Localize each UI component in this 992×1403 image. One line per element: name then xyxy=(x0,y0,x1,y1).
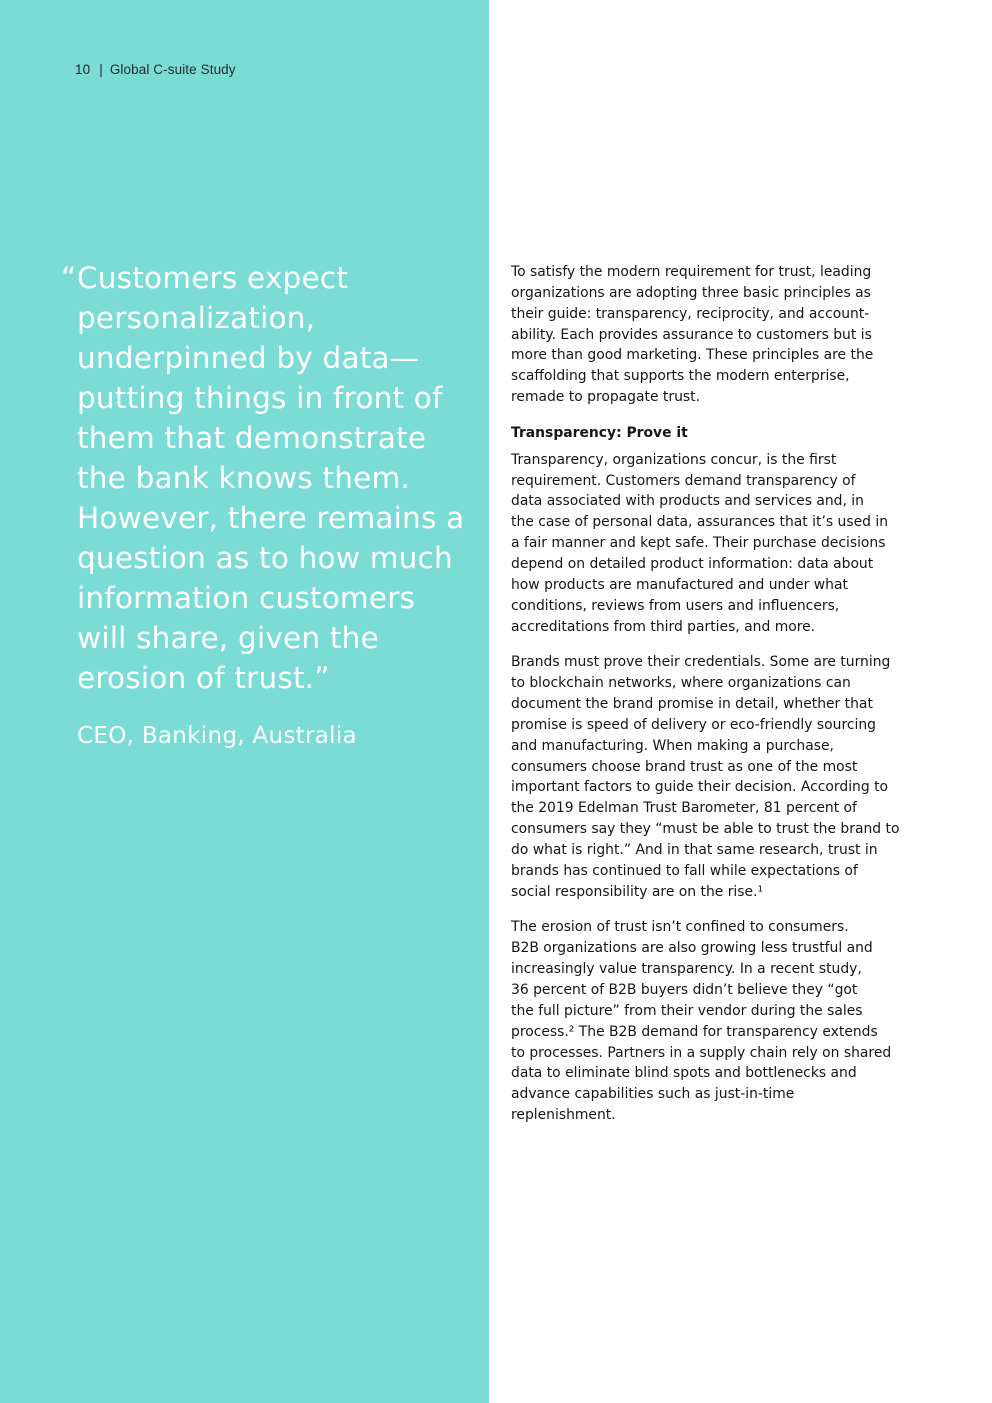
quote-line: question as to how much xyxy=(77,541,453,575)
text-line: consumers choose brand trust as one of the most xyxy=(511,758,858,775)
text-line: increasingly value transparency. In a recent study, xyxy=(511,961,862,978)
intro-paragraph xyxy=(511,262,911,408)
text-line: replenishment. xyxy=(511,1107,616,1124)
text-line: process.² The B2B demand for transparency extends xyxy=(511,1023,878,1040)
quote-line: Customers expect xyxy=(77,261,348,295)
text-line: scaffolding that supports the modern enterprise, xyxy=(511,368,850,385)
text-line: requirement. Customers demand transparency of xyxy=(511,472,856,489)
text-line: the 2019 Edelman Trust Barometer, 81 percent of xyxy=(511,800,857,817)
body-text-column xyxy=(511,262,911,1141)
text-line: important factors to guide their decision. According to xyxy=(511,779,889,796)
quote-line: information customers xyxy=(77,581,416,615)
text-line: conditions, reviews from users and influencers, xyxy=(511,597,840,614)
text-line: remade to propagate trust. xyxy=(511,389,700,406)
quote-panel-background xyxy=(0,0,489,1403)
text-line: and manufacturing. When making a purchase, xyxy=(511,737,834,754)
quote-line: underpinned by data— xyxy=(77,341,420,375)
publication-title: Global C-suite Study xyxy=(109,62,236,77)
text-line: 36 percent of B2B buyers didn’t believe they “got xyxy=(511,982,858,998)
quote-line: the bank knows them. xyxy=(77,461,410,495)
text-line: social responsibility are on the rise.¹ xyxy=(511,883,764,900)
quote-line: personalization, xyxy=(77,301,316,335)
text-line: their guide: transparency, reciprocity, and account- xyxy=(511,305,870,322)
quote-line: erosion of trust.” xyxy=(77,661,330,695)
text-line: consumers say they “must be able to trust the brand to xyxy=(511,821,900,838)
page-number: 10 xyxy=(75,62,91,77)
text-line: data associated with products and services and, in xyxy=(511,493,864,510)
quote-attribution: CEO, Banking, Australia xyxy=(77,723,357,749)
open-quote-mark: “ xyxy=(61,261,77,295)
text-line: brands has continued to fall while expectations of xyxy=(511,862,858,879)
header-separator: | xyxy=(99,62,103,77)
text-line: how products are manufactured and under what xyxy=(511,576,848,593)
text-line: promise is speed of delivery or eco-friendly sourcing xyxy=(511,716,876,733)
quote-line: will share, given the xyxy=(77,621,379,655)
text-line: document the brand promise in detail, whether that xyxy=(511,696,873,713)
text-line: do what is right.” And in that same research, trust in xyxy=(511,841,878,858)
text-line: Brands must prove their credentials. Some are turning xyxy=(511,654,891,671)
quote-line: putting things in front of xyxy=(77,381,443,415)
pull-quote xyxy=(61,258,477,698)
text-line: accreditations from third parties, and more. xyxy=(511,618,816,635)
text-line: B2B organizations are also growing less trustful and xyxy=(511,940,873,957)
text-line: depend on detailed product information: data about xyxy=(511,555,874,572)
text-line: data to eliminate blind spots and bottlenecks and xyxy=(511,1065,857,1082)
text-line: more than good marketing. These principles are the xyxy=(511,347,874,364)
text-line: a fair manner and kept safe. Their purchase decisions xyxy=(511,535,886,552)
text-line: to blockchain networks, where organizations can xyxy=(511,675,851,692)
text-line: to processes. Partners in a supply chain rely on shared xyxy=(511,1044,892,1061)
page-header xyxy=(75,62,236,77)
text-line: The erosion of trust isn’t confined to consumers. xyxy=(511,919,849,936)
text-line: organizations are adopting three basic principles as xyxy=(511,284,871,301)
section-subheading: Transparency: Prove it xyxy=(511,424,688,441)
body-paragraph xyxy=(511,450,911,638)
text-line: Transparency, organizations concur, is the first xyxy=(511,451,837,468)
text-line: the full picture” from their vendor during the sales xyxy=(511,1002,863,1019)
quote-line: However, there remains a xyxy=(77,501,465,535)
text-line: To satisfy the modern requirement for trust, leading xyxy=(511,264,872,280)
quote-line: them that demonstrate xyxy=(77,421,427,455)
text-line: ability. Each provides assurance to customers but is xyxy=(511,326,872,343)
text-line: advance capabilities such as just-in-time xyxy=(511,1086,795,1103)
body-paragraph xyxy=(511,917,911,1125)
text-line: the case of personal data, assurances that it’s used in xyxy=(511,514,889,531)
body-paragraph xyxy=(511,652,911,902)
